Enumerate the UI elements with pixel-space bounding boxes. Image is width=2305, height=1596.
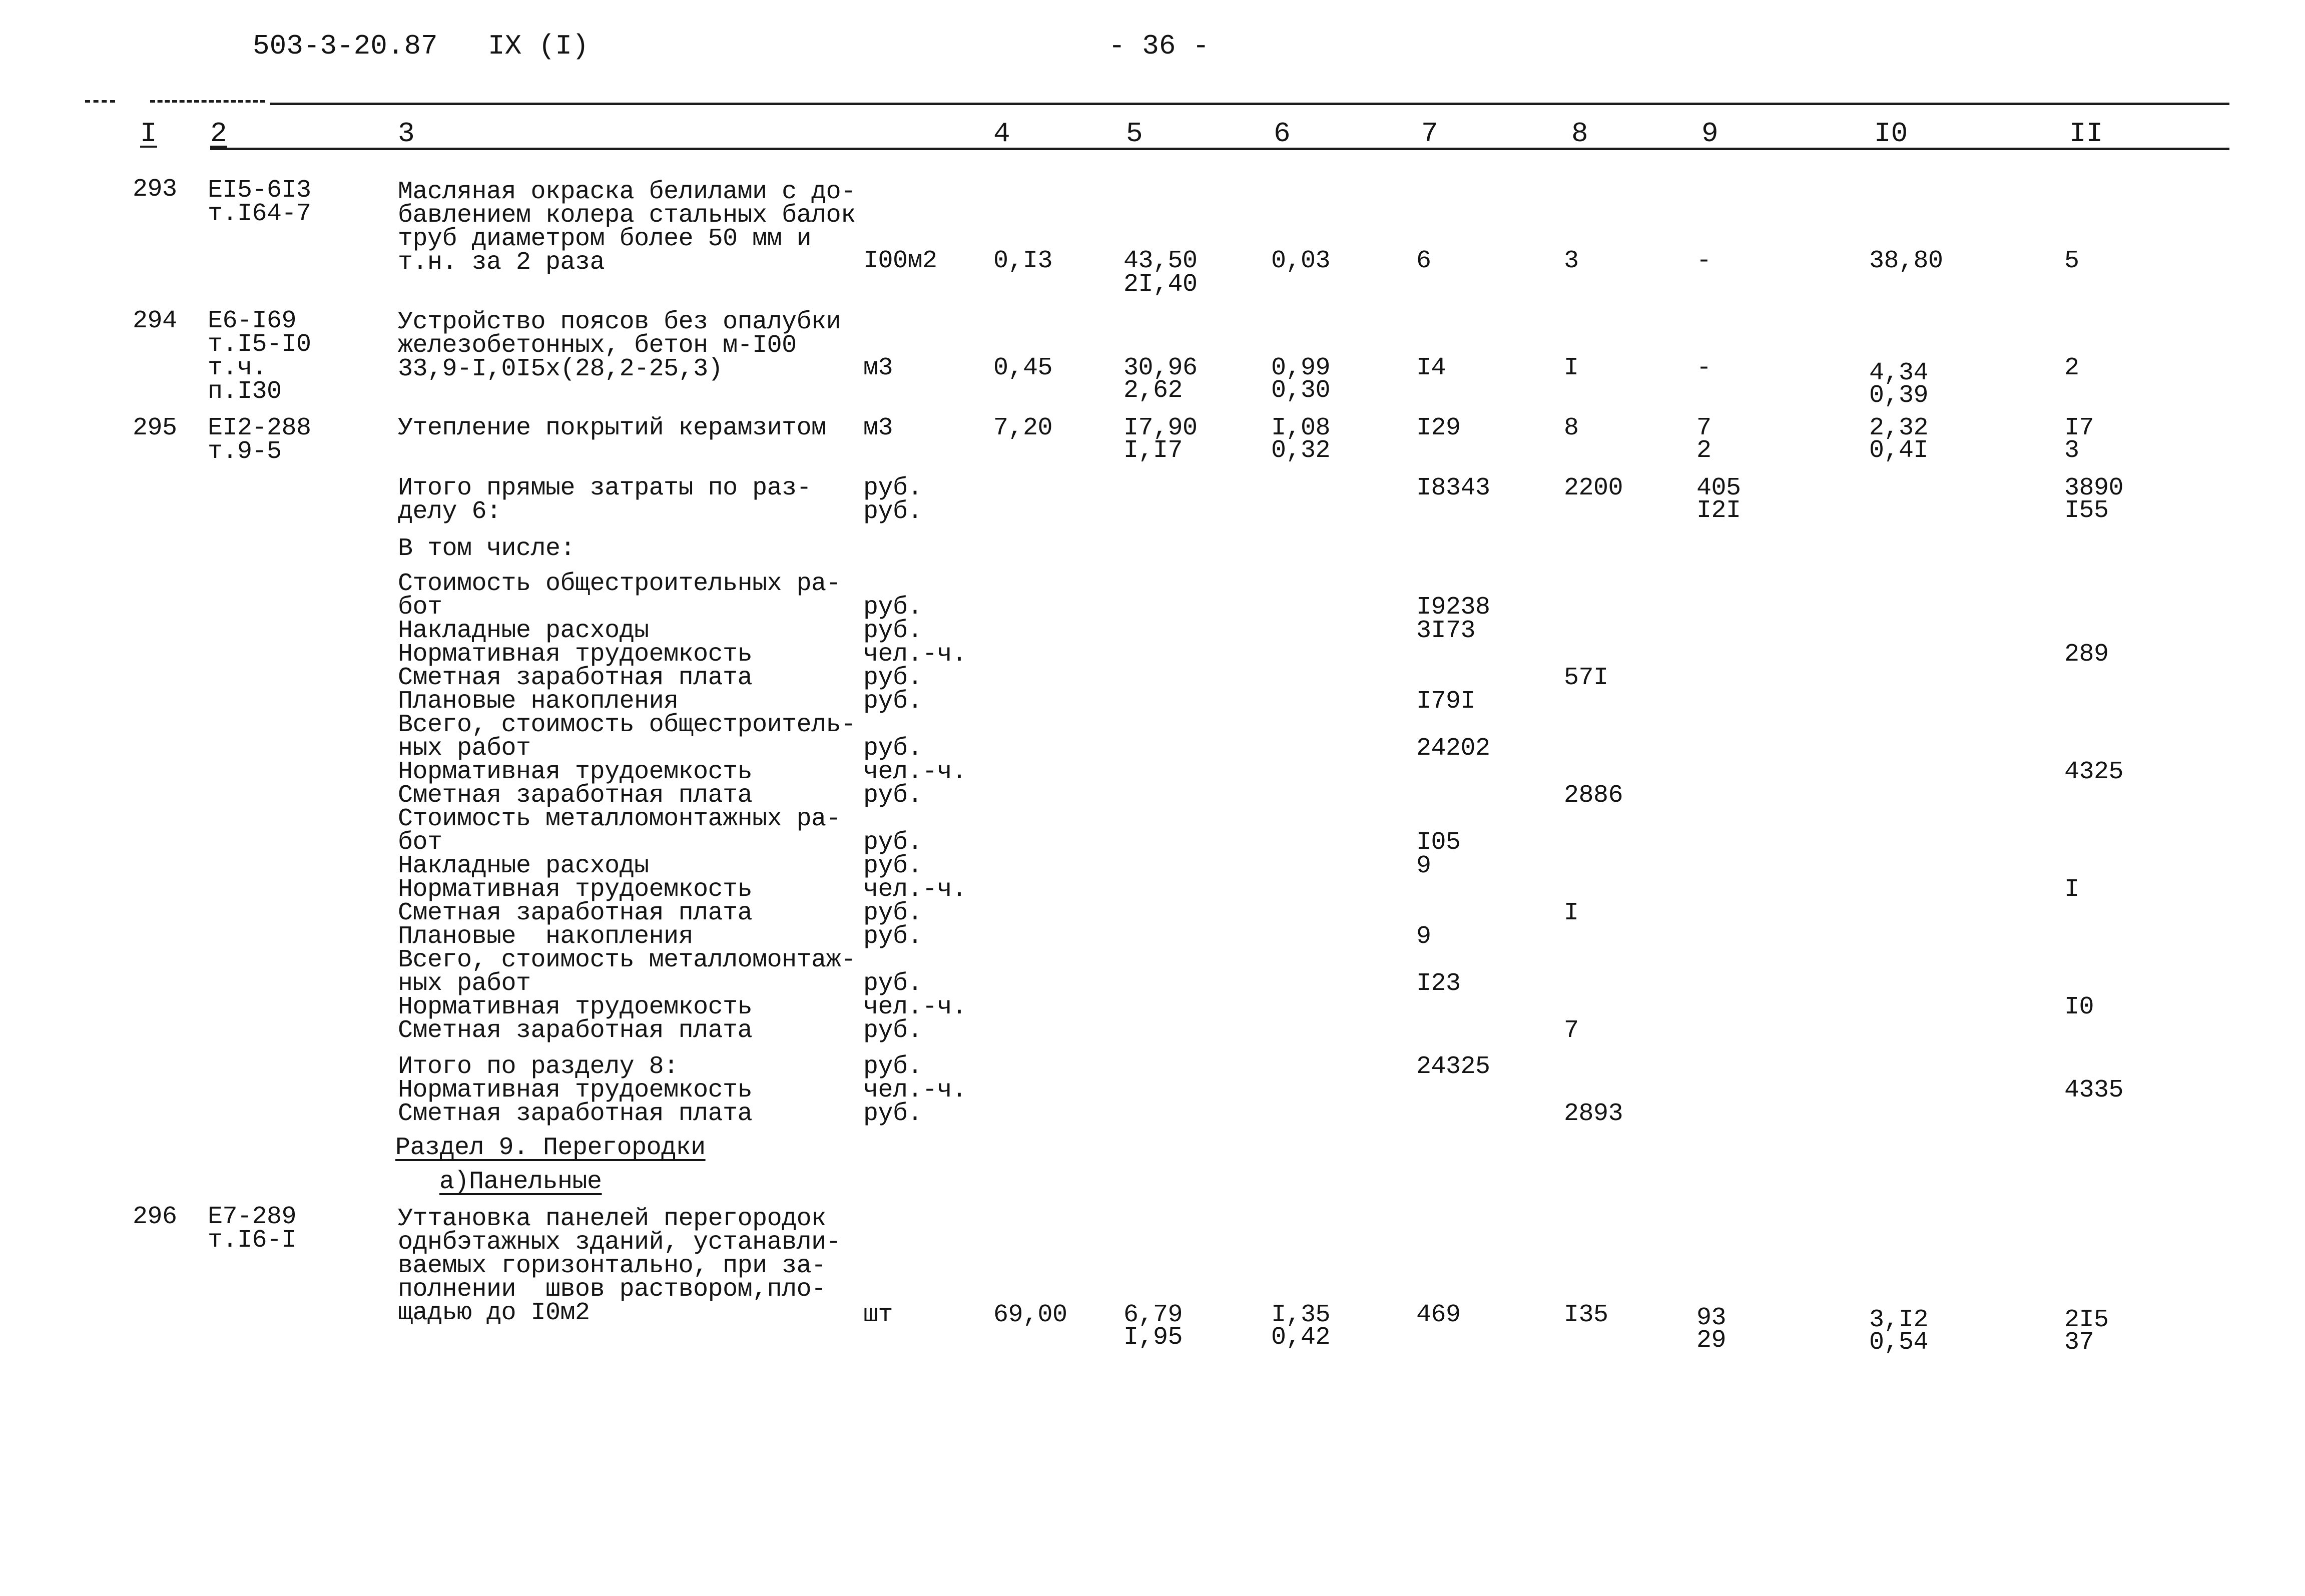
total-wage: I xyxy=(1564,354,1579,382)
unit-labor-2: 0,30 xyxy=(1271,376,1331,405)
section-subtitle: а)Панельные xyxy=(439,1168,602,1196)
norm-code: т.I5-I0 xyxy=(208,330,311,359)
total-wage: 2200 xyxy=(1564,474,1623,502)
unit-labor-2: 0,42 xyxy=(1271,1323,1331,1352)
labor-norm-2: 0,4I xyxy=(1869,436,1929,465)
column-number: II xyxy=(2069,118,2103,150)
total-wage: I35 xyxy=(1564,1301,1608,1329)
work-description: бавлением колера стальных балок xyxy=(398,201,856,230)
section-title: Раздел 9. Перегородки xyxy=(395,1134,706,1162)
machine-cost: - xyxy=(1696,247,1711,275)
unit-cost: 6,79 xyxy=(1123,1301,1183,1329)
quantity: 7,20 xyxy=(993,414,1053,442)
unit: руб. xyxy=(863,1100,923,1128)
row-number: 296 xyxy=(133,1203,177,1231)
work-description: Масляная окраска белилами с до- xyxy=(398,178,856,206)
table-top-rule xyxy=(270,103,2229,105)
column-number: 7 xyxy=(1421,118,1438,150)
total-labor-2: 37 xyxy=(2064,1328,2094,1357)
unit: руб. xyxy=(863,593,923,622)
labor-norm-2: 0,54 xyxy=(1869,1328,1929,1357)
total-wage: 7 xyxy=(1564,1016,1579,1045)
norm-code: EI2-288 xyxy=(208,414,311,442)
unit: м3 xyxy=(863,414,893,442)
unit: м3 xyxy=(863,354,893,382)
unit: чел.-ч. xyxy=(863,1076,967,1105)
total-wage: I xyxy=(1564,899,1579,927)
unit: руб. xyxy=(863,474,923,502)
unit: руб. xyxy=(863,781,923,810)
quantity: 0,45 xyxy=(993,354,1053,382)
total-wage: 8 xyxy=(1564,414,1579,442)
breakdown-line: Нормативная трудоемкость xyxy=(398,875,753,904)
unit: руб. xyxy=(863,1052,923,1081)
breakdown-line: ных работ xyxy=(398,969,531,998)
unit-cost-wage: 2I,40 xyxy=(1123,270,1198,299)
breakdown-line: Нормативная трудоемкость xyxy=(398,640,753,669)
total-cost: 9 xyxy=(1416,922,1431,951)
unit: руб. xyxy=(863,969,923,998)
breakdown-line: Сметная заработная плата xyxy=(398,664,753,692)
norm-code: т.ч. xyxy=(208,354,267,382)
unit: руб. xyxy=(863,828,923,857)
unit-labor: I,08 xyxy=(1271,414,1331,442)
work-description: т.н. за 2 раза xyxy=(398,248,605,277)
breakdown-line: Плановые накопления xyxy=(398,922,694,951)
unit-cost-wage: I,95 xyxy=(1123,1323,1183,1352)
work-description: труб диаметром более 50 мм и xyxy=(398,225,812,253)
unit-labor: I,35 xyxy=(1271,1301,1331,1329)
unit-labor: 0,03 xyxy=(1271,247,1331,275)
total-wage: 3 xyxy=(1564,247,1579,275)
total-labor-2: 3 xyxy=(2064,436,2079,465)
table-header-rule xyxy=(210,148,2229,150)
row-number: 293 xyxy=(133,175,177,204)
work-description: Устройство поясов без опалубки xyxy=(398,308,841,336)
document-part: IX (I) xyxy=(488,30,589,62)
unit: чел.-ч. xyxy=(863,758,967,786)
work-description: ваемых горизонтально, при за- xyxy=(398,1252,826,1280)
column-number: 3 xyxy=(398,118,415,150)
column-number: 9 xyxy=(1701,118,1718,150)
column-number: 8 xyxy=(1571,118,1588,150)
column-number: I xyxy=(140,118,157,150)
total-labor: 2 xyxy=(2064,354,2079,382)
labor-norm: 2,32 xyxy=(1869,414,1929,442)
norm-code: т.I64-7 xyxy=(208,200,311,228)
work-description: 33,9-I,0I5х(28,2-25,3) xyxy=(398,355,723,383)
machine-cost: 93 xyxy=(1696,1304,1726,1332)
machine-cost: 405 xyxy=(1696,474,1741,502)
total-cost: I29 xyxy=(1416,414,1461,442)
column-number: 5 xyxy=(1126,118,1143,150)
total-labor: 5 xyxy=(2064,247,2079,275)
breakdown-line: бот xyxy=(398,593,442,622)
norm-code: т.9-5 xyxy=(208,437,282,466)
row-number: 294 xyxy=(133,307,177,335)
norm-code: т.I6-I xyxy=(208,1226,297,1255)
column-number: 2 xyxy=(210,118,227,150)
labor-norm: 38,80 xyxy=(1869,247,1943,275)
document-code: 503-3-20.87 xyxy=(253,30,438,62)
page-number: - 36 - xyxy=(1108,30,1210,62)
unit-labor: 0,99 xyxy=(1271,354,1331,382)
total-cost: 469 xyxy=(1416,1301,1461,1329)
total-labor: I xyxy=(2064,875,2079,904)
unit-cost-wage: 2,62 xyxy=(1123,376,1183,405)
breakdown-line: Сметная заработная плата xyxy=(398,899,753,927)
unit: руб. xyxy=(863,664,923,692)
total-wage: 2886 xyxy=(1564,781,1623,810)
work-description: однбэтажных зданий, устанавли- xyxy=(398,1228,841,1257)
labor-norm-2: 0,39 xyxy=(1869,381,1929,410)
header-dash xyxy=(150,100,265,103)
unit: чел.-ч. xyxy=(863,993,967,1021)
total-cost: I9238 xyxy=(1416,593,1490,622)
breakdown-line: ных работ xyxy=(398,734,531,763)
breakdown-line: Стоимость металломонтажных ра- xyxy=(398,805,841,833)
total-labor: 2I5 xyxy=(2064,1306,2109,1334)
breakdown-line: бот xyxy=(398,828,442,857)
machine-cost-2: I2I xyxy=(1696,496,1741,525)
quantity: 69,00 xyxy=(993,1301,1067,1329)
including-label: В том числе: xyxy=(398,535,575,563)
summary-description: Итого прямые затраты по раз- xyxy=(398,474,812,502)
total-cost: I05 xyxy=(1416,828,1461,857)
section-total-line: Сметная заработная плата xyxy=(398,1100,753,1128)
work-description: Уттановка панелей перегородок xyxy=(398,1205,826,1233)
unit: руб. xyxy=(863,1016,923,1045)
total-cost: 6 xyxy=(1416,247,1431,275)
total-cost: I8343 xyxy=(1416,474,1490,502)
header-dash xyxy=(85,100,115,103)
breakdown-line: Всего, стоимость общестроитель- xyxy=(398,711,856,739)
column-number: 6 xyxy=(1274,118,1291,150)
total-labor: I0 xyxy=(2064,993,2094,1021)
unit: чел.-ч. xyxy=(863,640,967,669)
work-description: железобетонных, бетон м-I00 xyxy=(398,331,797,360)
breakdown-line: Накладные расходы xyxy=(398,852,649,880)
breakdown-line: Сметная заработная плата xyxy=(398,781,753,810)
total-cost: I79I xyxy=(1416,687,1476,716)
norm-code: E7-289 xyxy=(208,1203,297,1231)
total-labor: 4335 xyxy=(2064,1076,2124,1105)
breakdown-line: Сметная заработная плата xyxy=(398,1016,753,1045)
total-labor: 289 xyxy=(2064,640,2109,669)
breakdown-line: Плановые накопления xyxy=(398,687,679,716)
column-number: I0 xyxy=(1874,118,1908,150)
unit: шт xyxy=(863,1301,893,1329)
breakdown-line: Накладные расходы xyxy=(398,617,649,645)
total-wage: 2893 xyxy=(1564,1100,1623,1128)
unit-cost-wage: I,I7 xyxy=(1123,436,1183,465)
unit: руб. xyxy=(863,922,923,951)
work-description: щадью до I0м2 xyxy=(398,1299,590,1327)
total-cost: I4 xyxy=(1416,354,1446,382)
total-cost: 9 xyxy=(1416,852,1431,880)
unit-labor-2: 0,32 xyxy=(1271,436,1331,465)
quantity: 0,I3 xyxy=(993,247,1053,275)
row-number: 295 xyxy=(133,414,177,442)
work-description: полнении швов раствором,пло- xyxy=(398,1275,826,1304)
total-labor: I7 xyxy=(2064,414,2094,442)
norm-code: п.I30 xyxy=(208,377,282,406)
norm-code: EI5-6I3 xyxy=(208,176,311,205)
total-labor: 3890 xyxy=(2064,474,2124,502)
unit: руб. xyxy=(863,687,923,716)
total-cost: 24202 xyxy=(1416,734,1490,763)
machine-cost-2: 2 xyxy=(1696,436,1711,465)
total-cost: 24325 xyxy=(1416,1052,1490,1081)
total-wage: 57I xyxy=(1564,664,1608,692)
total-cost: I23 xyxy=(1416,969,1461,998)
total-labor-2: I55 xyxy=(2064,496,2109,525)
machine-cost: 7 xyxy=(1696,414,1711,442)
column-number: 4 xyxy=(993,118,1010,150)
work-description: Утепление покрытий керамзитом xyxy=(398,414,826,442)
breakdown-line: Нормативная трудоемкость xyxy=(398,758,753,786)
unit: руб. xyxy=(863,899,923,927)
unit: I00м2 xyxy=(863,247,937,275)
labor-norm: 4,34 xyxy=(1869,359,1929,387)
total-cost: 3I73 xyxy=(1416,617,1476,645)
unit: руб. xyxy=(863,734,923,763)
unit: руб. xyxy=(863,852,923,880)
machine-cost-2: 29 xyxy=(1696,1326,1726,1355)
unit-cost: 30,96 xyxy=(1123,354,1198,382)
total-labor: 4325 xyxy=(2064,758,2124,786)
summary-description: делу 6: xyxy=(398,497,501,526)
section-total-line: Нормативная трудоемкость xyxy=(398,1076,753,1105)
unit: руб. xyxy=(863,497,923,526)
unit: чел.-ч. xyxy=(863,875,967,904)
norm-code: E6-I69 xyxy=(208,307,297,335)
section-total: Итого по разделу 8: xyxy=(398,1052,679,1081)
unit-cost: 43,50 xyxy=(1123,247,1198,275)
breakdown-line: Нормативная трудоемкость xyxy=(398,993,753,1021)
breakdown-line: Стоимость общестроительных ра- xyxy=(398,570,841,598)
labor-norm: 3,I2 xyxy=(1869,1306,1929,1334)
machine-cost: - xyxy=(1696,354,1711,382)
breakdown-line: Всего, стоимость металломонтаж- xyxy=(398,946,856,974)
unit: руб. xyxy=(863,617,923,645)
unit-cost: I7,90 xyxy=(1123,414,1198,442)
